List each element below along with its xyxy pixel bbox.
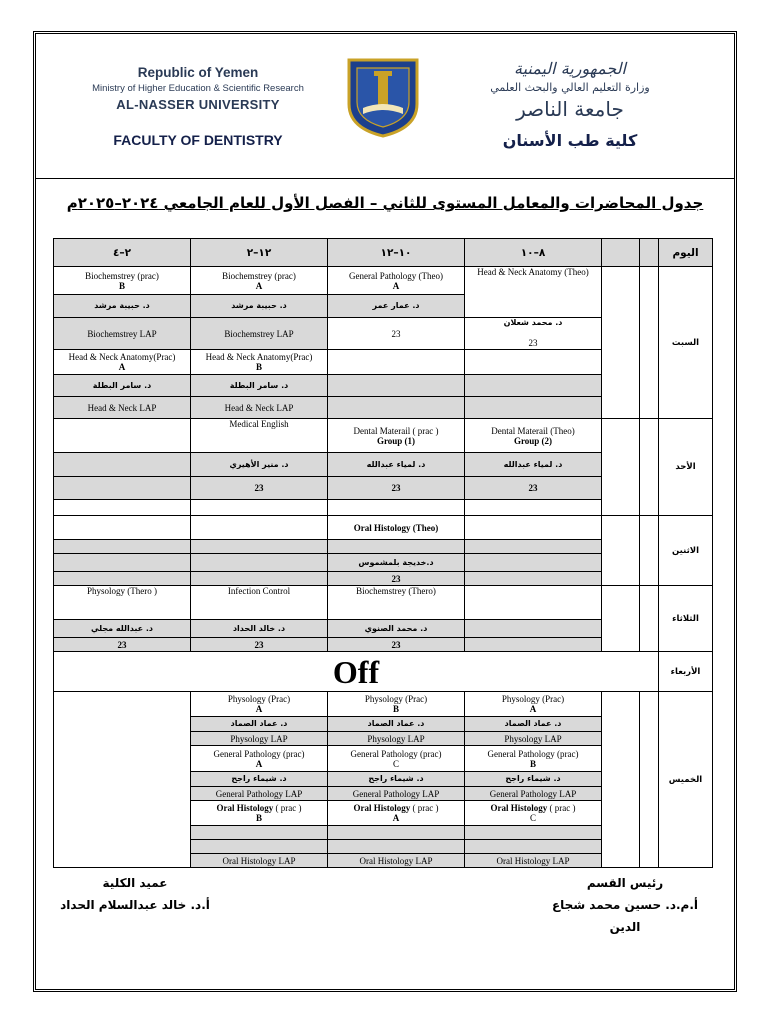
empty-cell <box>465 620 602 638</box>
sat-810-teacher <box>465 318 602 350</box>
empty-cell <box>602 516 640 586</box>
tue-1012-course: Biochemstrey (Thero) <box>328 586 465 620</box>
thu-810-histology <box>465 801 602 826</box>
sat-122-teacher-2: د. سامر البطلة <box>191 375 328 397</box>
group-label: A <box>529 704 537 714</box>
sun-1012-room: 23 <box>328 477 465 500</box>
dean-name: أ.د. خالد عبدالسلام الحداد <box>60 898 210 912</box>
university-en: AL-NASSER UNIVERSITY <box>116 97 280 112</box>
ministry-ar: وزارة التعليم العالي والبحث العلمي <box>490 81 650 94</box>
empty-cell <box>191 500 328 516</box>
empty-cell <box>640 419 659 516</box>
col-header-8-10: ٨–١٠ <box>465 239 602 267</box>
empty-cell <box>191 540 328 554</box>
course-name: Oral Histology <box>216 803 274 813</box>
table-row <box>54 516 713 540</box>
thu-1012-physology-teacher: د. عماد الصماد <box>328 717 465 732</box>
sat-122-course <box>191 267 328 295</box>
empty-cell <box>465 397 602 419</box>
empty-cell <box>465 350 602 375</box>
empty-cell <box>465 540 602 554</box>
day-thursday: الخميس <box>659 692 713 868</box>
course-type: ( prac ) <box>412 803 439 813</box>
group-label: C <box>392 758 399 769</box>
empty-cell <box>54 540 191 554</box>
empty-cell <box>640 692 659 868</box>
faculty-en: FACULTY OF DENTISTRY <box>113 132 283 148</box>
sat-122-course-2 <box>191 350 328 375</box>
tue-24-room: 23 <box>54 638 191 652</box>
thu-810-histology-lab: Oral Histology LAP <box>465 854 602 868</box>
empty-cell <box>640 267 659 419</box>
course-type: ( prac ) <box>275 803 302 813</box>
course-name: Oral Histology <box>490 803 548 813</box>
empty-cell <box>328 840 465 854</box>
thu-122-histology <box>191 801 328 826</box>
thu-122-histology-lab: Oral Histology LAP <box>191 854 328 868</box>
group-label: B <box>529 758 536 769</box>
thu-122-pathology-teacher: د. شيماء راجح <box>191 772 328 787</box>
tue-24-teacher: د. عبدالله مجلي <box>54 620 191 638</box>
sat-24-lab-2: Head & Neck LAP <box>54 397 191 419</box>
empty-cell <box>602 267 640 419</box>
wednesday-off: Off <box>54 652 659 692</box>
course-name: Physology (Prac) <box>227 694 291 704</box>
empty-cell <box>54 516 191 540</box>
empty-cell <box>640 516 659 586</box>
sat-1012-room: 23 <box>328 318 465 350</box>
sat-1012-teacher: د. عمار عمر <box>328 295 465 318</box>
course-name: General Pathology (prac) <box>350 748 442 759</box>
tue-122-course: Infection Control <box>191 586 328 620</box>
thu-122-pathology-lab: General Pathology LAP <box>191 787 328 801</box>
schedule-table <box>53 238 713 868</box>
sat-24-teacher-2: د. سامر البطلة <box>54 375 191 397</box>
teacher-name: د. محمد شعلان <box>503 318 563 327</box>
tue-122-room: 23 <box>191 638 328 652</box>
course-name: Head & Neck Anatomy(Prac) <box>68 352 176 362</box>
thu-122-pathology <box>191 746 328 772</box>
empty-cell <box>54 453 191 477</box>
course-name: Oral Histology <box>353 803 411 813</box>
col-header-12-2: ١٢–٢ <box>191 239 328 267</box>
empty-cell <box>465 586 602 620</box>
empty-cell <box>465 375 602 397</box>
empty-cell <box>465 840 602 854</box>
empty-cell <box>54 692 191 868</box>
empty-cell <box>328 540 465 554</box>
group-label: B <box>255 362 262 372</box>
empty-cell <box>328 500 465 516</box>
group-label: A <box>392 280 400 291</box>
empty-cell <box>54 572 191 586</box>
thu-1012-histology <box>328 801 465 826</box>
table-header-row <box>54 239 713 267</box>
table-row <box>54 267 713 295</box>
empty-cell <box>328 826 465 840</box>
group-label: A <box>255 280 263 291</box>
thu-1012-physology <box>328 692 465 717</box>
empty-cell <box>328 375 465 397</box>
sat-24-course-2 <box>54 350 191 375</box>
day-monday: الاثنين <box>659 516 713 586</box>
table-row <box>54 692 713 717</box>
sun-1012-course <box>328 419 465 453</box>
sun-1012-teacher: د. لمياء عبدالله <box>328 453 465 477</box>
day-sunday: الأحد <box>659 419 713 516</box>
thu-1012-pathology-teacher: د. شيماء راجح <box>328 772 465 787</box>
thu-810-pathology <box>465 746 602 772</box>
col-header-empty <box>602 239 640 267</box>
empty-cell <box>465 516 602 540</box>
course-name: Biochemstrey (prac) <box>222 270 296 281</box>
thu-810-physology <box>465 692 602 717</box>
tue-122-teacher: د. خالد الحداد <box>191 620 328 638</box>
thu-810-physology-teacher: د. عماد الصماد <box>465 717 602 732</box>
tue-24-course: Physology (Thero ) <box>54 586 191 620</box>
course-name: Dental Materail ( prac ) <box>353 425 439 436</box>
republic-en: Republic of Yemen <box>137 65 259 80</box>
empty-cell <box>191 554 328 572</box>
group-label: A <box>392 813 400 823</box>
group-label: B <box>118 280 125 291</box>
header-english <box>78 64 318 151</box>
sun-810-course <box>465 419 602 453</box>
header-arabic <box>470 58 670 154</box>
empty-cell <box>465 826 602 840</box>
empty-cell <box>191 826 328 840</box>
sat-1012-course <box>328 267 465 295</box>
course-name: Head & Neck Anatomy(Prac) <box>205 352 313 362</box>
mon-1012-teacher: د.خديجة بلمشموس <box>328 554 465 572</box>
sat-24-course <box>54 267 191 295</box>
empty-cell <box>191 840 328 854</box>
group-label: A <box>118 362 126 372</box>
tue-1012-teacher: د. محمد الصنوي <box>328 620 465 638</box>
header-divider <box>36 178 734 179</box>
sun-122-course: Medical English <box>191 419 328 453</box>
faculty-ar: كلية طب الأسنان <box>502 131 638 150</box>
empty-cell <box>602 692 640 868</box>
empty-cell <box>54 419 191 453</box>
empty-cell <box>328 350 465 375</box>
sun-122-teacher: د. منير الأهيري <box>191 453 328 477</box>
room-number: 23 <box>528 338 538 348</box>
day-wednesday: الأربعاء <box>659 652 713 692</box>
thu-810-pathology-lab: General Pathology LAP <box>465 787 602 801</box>
col-header-empty <box>640 239 659 267</box>
empty-cell <box>602 419 640 516</box>
mon-1012-course: Oral Histology (Theo) <box>328 516 465 540</box>
empty-cell <box>602 586 640 652</box>
table-row <box>54 419 713 453</box>
thu-1012-histology-lab: Oral Histology LAP <box>328 854 465 868</box>
col-header-day: اليوم <box>659 239 713 267</box>
department-head-title: رئيس القسم <box>586 876 664 890</box>
empty-cell <box>465 500 602 516</box>
tue-1012-room: 23 <box>328 638 465 652</box>
thu-810-pathology-teacher: د. شيماء راجح <box>465 772 602 787</box>
department-head-signature <box>540 872 710 938</box>
empty-cell <box>640 586 659 652</box>
university-logo <box>345 56 421 138</box>
day-saturday: السبت <box>659 267 713 419</box>
course-name: Biochemstrey (prac) <box>85 270 159 281</box>
sat-24-lab: Biochemstrey LAP <box>54 318 191 350</box>
university-ar: جامعة الناصر <box>516 97 624 121</box>
dean-title: عميد الكلية <box>102 876 168 890</box>
group-label: C <box>529 813 536 823</box>
thu-122-physology-lab: Physology LAP <box>191 732 328 746</box>
course-name: Head & Neck Anatomy (Theo) <box>477 267 589 277</box>
thu-122-physology-teacher: د. عماد الصماد <box>191 717 328 732</box>
course-name: Physology (Prac) <box>501 694 565 704</box>
course-name: Physology (Prac) <box>364 694 428 704</box>
thu-1012-physology-lab: Physology LAP <box>328 732 465 746</box>
group-label: B <box>392 704 399 714</box>
sat-810-course <box>465 267 602 318</box>
empty-cell <box>191 516 328 540</box>
thu-810-physology-lab: Physology LAP <box>465 732 602 746</box>
table-row <box>54 586 713 620</box>
course-name: General Pathology (prac) <box>213 748 305 759</box>
group-label: Group (1) <box>376 435 416 446</box>
day-tuesday: الثلاثاء <box>659 586 713 652</box>
empty-cell <box>465 554 602 572</box>
empty-cell <box>191 572 328 586</box>
col-header-10-12: ١٠–١٢ <box>328 239 465 267</box>
sun-810-teacher: د. لمياء عبدالله <box>465 453 602 477</box>
sat-122-teacher: د. حبيبة مرشد <box>191 295 328 318</box>
empty-cell <box>54 477 191 500</box>
course-type: ( prac ) <box>549 803 576 813</box>
empty-cell <box>465 572 602 586</box>
empty-cell <box>54 500 191 516</box>
empty-cell <box>54 554 191 572</box>
sat-122-lab-2: Head & Neck LAP <box>191 397 328 419</box>
empty-cell <box>328 397 465 419</box>
department-head-name: أ.م.د. حسين محمد شجاع الدين <box>551 898 699 934</box>
sat-122-lab: Biochemstrey LAP <box>191 318 328 350</box>
schedule-title: جدول المحاضرات والمعامل المستوى للثاني – الفصل الأول للعام الجامعي ٢٠٢٤–٢٠٢٥م <box>66 194 704 212</box>
thu-1012-pathology-lab: General Pathology LAP <box>328 787 465 801</box>
empty-cell <box>465 638 602 652</box>
sun-122-room: 23 <box>191 477 328 500</box>
course-name: Dental Materail (Theo) <box>491 425 575 436</box>
course-name: General Pathology (Theo) <box>349 270 443 281</box>
group-label: Group (2) <box>513 435 553 446</box>
table-row <box>54 652 713 692</box>
sun-810-room: 23 <box>465 477 602 500</box>
mon-1012-room: 23 <box>328 572 465 586</box>
course-name: General Pathology (prac) <box>487 748 579 759</box>
group-label: A <box>255 758 263 769</box>
thu-1012-pathology <box>328 746 465 772</box>
dean-signature <box>55 872 215 916</box>
col-header-2-4: ٢–٤ <box>54 239 191 267</box>
sat-24-teacher: د. حبيبة مرشد <box>54 295 191 318</box>
thu-122-physology <box>191 692 328 717</box>
ministry-en: Ministry of Higher Education & Scientific Research <box>92 83 304 94</box>
republic-ar: الجمهورية اليمنية <box>513 59 626 78</box>
group-label: A <box>255 704 263 714</box>
group-label: B <box>255 813 262 823</box>
